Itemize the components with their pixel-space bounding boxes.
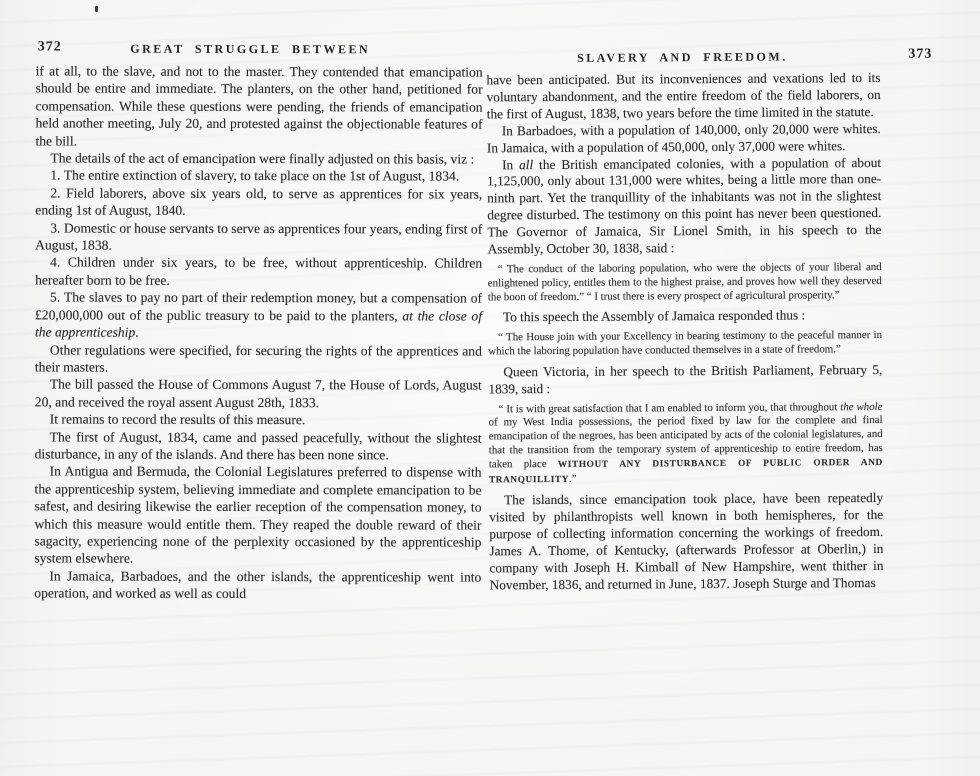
- text-run: 2. Field laborers, above six years old, to serve as apprentices for six years, ending 1st of August, 1840.: [35, 185, 483, 219]
- paragraph: [487, 155, 882, 259]
- text-run: In: [501, 156, 520, 172]
- paragraph: [35, 167, 482, 186]
- paragraph: [488, 362, 882, 398]
- text-run: .”: [568, 472, 577, 485]
- text-run: In Jamaica, Barbadoes, and the other islands, the apprenticeship went into operation, and worked as well as could: [34, 568, 482, 602]
- running-head-right: SLAVERY AND FREEDOM.: [577, 49, 788, 65]
- text-run: The islands, since emancipation took place, have been repeatedly visited by philanthropists well known in both hemispheres, for the purpose of collecting information concerning the workings of freedom. James A. Thome, of Kentucky, (afterwards Professor at Oberlin,) in company with Joseph H. Kimball of New Hampshire, went thither in November, 1836, and returned in June, 1837. Joseph Sturge and Thomas: [489, 490, 884, 593]
- text-run: 3. Domestic or house servants to serve as apprentices four years, ending first of August, 1838.: [35, 220, 483, 253]
- paragraph: [34, 463, 481, 569]
- paragraph: [35, 254, 482, 290]
- text-run: have been anticipated. But its inconveniences and vexations led to its voluntary abandonment, and the entire freedom of the field laborers, on the first of August, 1838, two years before the time limited in the statute.: [486, 69, 881, 122]
- paragraph: [35, 428, 482, 464]
- text-run: of my West India possessions, the period fixed by law for the complete and final emancipation of the negroes, has been anticipated by acts of the colonial legislatures, and that the transition from the temporary system of apprenticeship to entire freedom, has taken place: [488, 414, 883, 471]
- page-left-header: [36, 39, 483, 61]
- text-run: Other regulations were specified, for securing the rights of the apprentices and their masters.: [34, 341, 482, 375]
- text-run: It remains to record the results of this measure.: [49, 411, 306, 428]
- page-right-header: [486, 47, 938, 71]
- paragraph: [35, 149, 482, 168]
- italic-text: all: [519, 156, 534, 172]
- text-run: The bill passed the House of Commons August 7, the House of Lords, August 20, and received the royal assent August 28th, 1833.: [34, 376, 482, 410]
- paragraph: [489, 490, 884, 594]
- paragraph: [35, 184, 482, 220]
- page-number-left: 372: [37, 39, 62, 55]
- page-left: [34, 39, 482, 603]
- paragraph: [35, 289, 482, 342]
- text-run: 5. The slaves to pay no part of their redemption money, but a compensation of £20,000,000 out of the public treasury to be paid to the planters,: [34, 289, 483, 324]
- block-quote: [488, 329, 882, 359]
- paragraph: [488, 307, 882, 326]
- paragraph: [35, 376, 482, 412]
- paragraph: [35, 411, 482, 430]
- text-run: the British emancipated colonies, with a population of about 1,125,000, only about 131,000 were whites, being a little more than one-ninth part. Yet the tranquillity of the inhabitants was not in the slightest degree disturbed. The testimony on this point has never been questioned. The Governor of Jamaica, Sir Lionel Smith, in his speech to the Assembly, October 30, 1838, said :: [487, 154, 882, 257]
- paragraph: [34, 567, 481, 603]
- small-caps-text: WITHOUT ANY DISTURBANCE OF PUBLIC ORDER AND TRANQUILLITY: [488, 457, 883, 486]
- text-run: To this speech the Assembly of Jamaica responded thus :: [502, 307, 806, 325]
- italic-text: at the close of the apprenticeship: [34, 308, 483, 340]
- paragraph: [35, 62, 482, 150]
- left-page-text: [34, 62, 482, 603]
- text-run: “ The House join with your Excellency in bearing testimony to the peaceful manner in which the laboring population have conducted themselves in a state of freedom.”: [488, 329, 883, 358]
- paragraph: [35, 219, 482, 255]
- paragraph: [487, 121, 881, 157]
- text-run: In Antigua and Bermuda, the Colonial Legislatures preferred to dispense with the apprenticeship system, believing immediate and complete emancipation to be safest, and desiring likewise the earlier reception of the compensation money, to which this measure would entitle them. They reaped the double reward of their sagacity, experiencing none of the perplexity occasioned by the apprenticeship system elsewhere.: [34, 463, 482, 567]
- text-run: “ The conduct of the laboring population, who were the objects of your liberal and enlightened policy, entitles them to the highest praise, and proves how well they deserved the boon of freedom.” “ I trust there is every prospect of agricultural prosperity.”: [487, 260, 882, 303]
- text-run: .: [135, 324, 139, 340]
- text-run: 1. The entire extinction of slavery, to take place on the 1st of August, 1834.: [50, 167, 460, 184]
- paragraph: [35, 341, 482, 377]
- text-run: The first of August, 1834, came and passed peacefully, without the slightest disturbance, in any of the islands. And there has been none since.: [34, 428, 482, 463]
- text-run: 4. Children under six years, to be free, without apprenticeship. Children hereafter born to be free.: [35, 254, 483, 288]
- page-right: [486, 47, 941, 595]
- text-run: The details of the act of emancipation were finally adjusted on this basis, viz :: [50, 150, 475, 167]
- text-run: if at all, to the slave, and not to the master. They contended that emancipation should be entire and immediate. The planters, on the other hand, petitioned for compensation. While these questions were pending, the friends of emancipation held another meeting, July 20, and protested against the objectionable features of the bill.: [35, 63, 483, 149]
- text-run: Queen Victoria, in her speech to the British Parliament, February 5, 1839, said :: [488, 361, 883, 397]
- right-page-text: [486, 70, 883, 594]
- text-run: “ It is with great satisfaction that I am enabled to inform you, that throughout: [498, 400, 841, 415]
- block-quote: [488, 261, 882, 305]
- italic-text: the whole: [840, 400, 883, 413]
- scan-artifact-speck: [95, 6, 98, 12]
- page-number-right: 373: [908, 46, 933, 62]
- block-quote: [489, 401, 884, 488]
- running-head-left: GREAT STRUGGLE BETWEEN: [130, 41, 371, 57]
- text-run: In Barbadoes, with a population of 140,000, only 20,000 were whites. In Jamaica, with a population of 450,000, only 37,000 were whites.: [486, 120, 881, 156]
- paragraph: [486, 70, 880, 123]
